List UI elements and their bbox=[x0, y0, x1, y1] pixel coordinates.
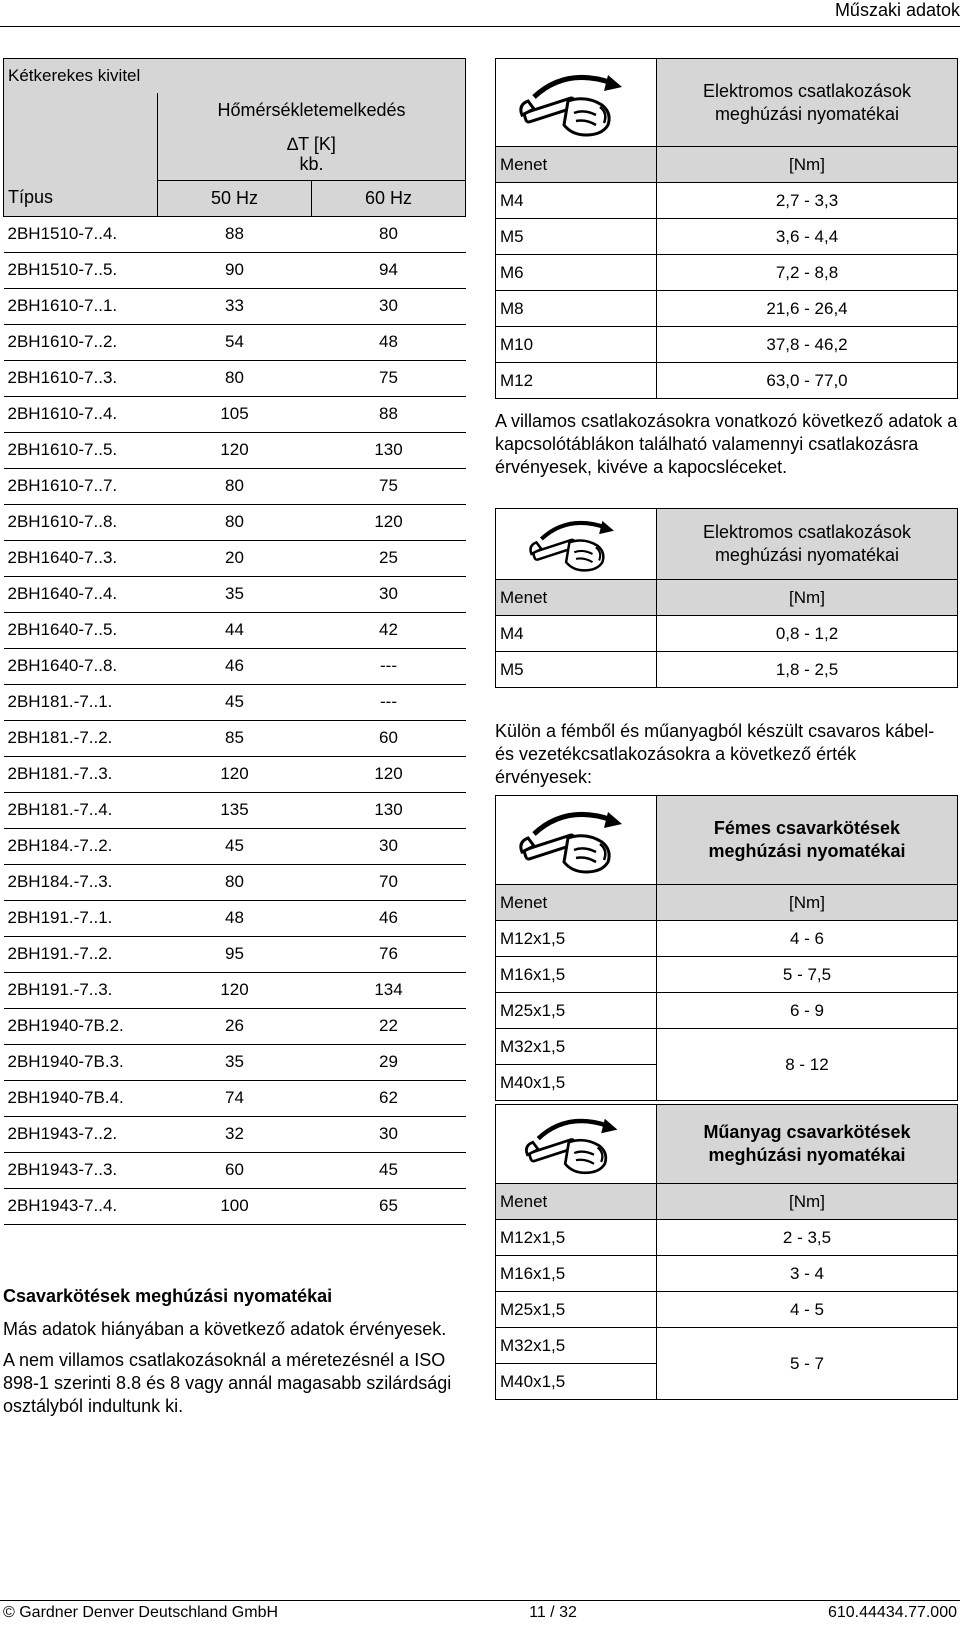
table-cell-type: 2BH1940-7B.3. bbox=[4, 1044, 158, 1080]
table-row bbox=[4, 216, 466, 252]
table-caption-row bbox=[4, 59, 466, 94]
table-cell-50hz: 20 bbox=[158, 540, 312, 576]
table-cell-50hz: 46 bbox=[158, 648, 312, 684]
table-cell-menet: M32x1,5 bbox=[496, 1029, 657, 1065]
table-cell-menet: M6 bbox=[496, 255, 657, 291]
col-nm-header: [Nm] bbox=[657, 1184, 958, 1220]
table-cell-50hz: 60 bbox=[158, 1152, 312, 1188]
table-row bbox=[4, 936, 466, 972]
table-cell-50hz: 33 bbox=[158, 288, 312, 324]
table-cell-50hz: 74 bbox=[158, 1080, 312, 1116]
table-row bbox=[4, 540, 466, 576]
table-cell-menet: M12x1,5 bbox=[496, 1220, 657, 1256]
table-row bbox=[4, 1080, 466, 1116]
table-row bbox=[4, 1152, 466, 1188]
table-cell-type: 2BH181.-7..1. bbox=[4, 684, 158, 720]
table-cell-menet: M16x1,5 bbox=[496, 1256, 657, 1292]
table-cell-60hz: 29 bbox=[312, 1044, 466, 1080]
table-row bbox=[496, 183, 958, 219]
table-cell-50hz: 45 bbox=[158, 684, 312, 720]
table-cell-50hz: 80 bbox=[158, 504, 312, 540]
table-cell-60hz: 94 bbox=[312, 252, 466, 288]
footer-page-number: 11 / 32 bbox=[529, 1604, 577, 1621]
footer-doc-number: 610.44434.77.000 bbox=[827, 1604, 957, 1621]
table-cell-60hz: 65 bbox=[312, 1188, 466, 1224]
table-cell-type: 2BH191.-7..1. bbox=[4, 900, 158, 936]
table-cell-50hz: 80 bbox=[158, 468, 312, 504]
table-cell-menet: M12x1,5 bbox=[496, 921, 657, 957]
table-cell-torque: 21,6 - 26,4 bbox=[657, 291, 958, 327]
table-cell-menet: M25x1,5 bbox=[496, 1292, 657, 1328]
table-row bbox=[496, 957, 958, 993]
table-title: Műanyag csavarkötések meghúzási nyomatékai bbox=[657, 1105, 958, 1184]
table-cell-menet: M12 bbox=[496, 363, 657, 399]
table-cell-type: 2BH1510-7..4. bbox=[4, 216, 158, 252]
note-2: Külön a fémből és műanyagból készült csavaros kábel- és vezetékcsatlakozásokra a következő érték érvényesek: bbox=[495, 721, 935, 787]
table-cell-50hz: 32 bbox=[158, 1116, 312, 1152]
table-cell-60hz: 48 bbox=[312, 324, 466, 360]
table-row bbox=[4, 576, 466, 612]
table-cell-50hz: 35 bbox=[158, 576, 312, 612]
table-row bbox=[4, 1188, 466, 1224]
table-cell-type: 2BH1940-7B.4. bbox=[4, 1080, 158, 1116]
col-menet-header: Menet bbox=[496, 147, 657, 183]
table-cell-60hz: --- bbox=[312, 684, 466, 720]
delta-t-header bbox=[158, 128, 466, 180]
col-menet-header: Menet bbox=[496, 1184, 657, 1220]
table-cell-50hz: 100 bbox=[158, 1188, 312, 1224]
table-cell-50hz: 44 bbox=[158, 612, 312, 648]
table-cell-60hz: 30 bbox=[312, 828, 466, 864]
table-cell-type: 2BH181.-7..4. bbox=[4, 792, 158, 828]
table-cell-60hz: 22 bbox=[312, 1008, 466, 1044]
table-cell-type: 2BH191.-7..3. bbox=[4, 972, 158, 1008]
table-cell-50hz: 54 bbox=[158, 324, 312, 360]
table-cell-type: 2BH1640-7..5. bbox=[4, 612, 158, 648]
table-cell-50hz: 26 bbox=[158, 1008, 312, 1044]
table-row bbox=[4, 1116, 466, 1152]
table-cell-torque: 5 - 7,5 bbox=[657, 957, 958, 993]
table-row bbox=[4, 504, 466, 540]
table-cell-60hz: 75 bbox=[312, 468, 466, 504]
table-cell-type: 2BH1610-7..8. bbox=[4, 504, 158, 540]
table-row bbox=[496, 291, 958, 327]
table-cell-60hz: 70 bbox=[312, 864, 466, 900]
table-row bbox=[4, 756, 466, 792]
table-cell-60hz: 134 bbox=[312, 972, 466, 1008]
col-60hz-header: 60 Hz bbox=[312, 180, 466, 216]
delta-t-label: ∆T [K] bbox=[287, 133, 336, 154]
table-cell-50hz: 90 bbox=[158, 252, 312, 288]
table-cell-type: 2BH1943-7..3. bbox=[4, 1152, 158, 1188]
table-row bbox=[4, 792, 466, 828]
table-row bbox=[4, 360, 466, 396]
table-cell-60hz: 25 bbox=[312, 540, 466, 576]
table-cell-menet: M25x1,5 bbox=[496, 993, 657, 1029]
table-cell-type: 2BH1940-7B.2. bbox=[4, 1008, 158, 1044]
table-cell-60hz: 75 bbox=[312, 360, 466, 396]
table-row bbox=[496, 363, 958, 399]
torque-notes bbox=[3, 1285, 468, 1426]
wrench-hand-icon bbox=[496, 796, 657, 885]
table-row bbox=[4, 828, 466, 864]
table-cell-50hz: 120 bbox=[158, 756, 312, 792]
table-cell-60hz: 30 bbox=[312, 288, 466, 324]
table-row bbox=[4, 684, 466, 720]
table-cell-60hz: 76 bbox=[312, 936, 466, 972]
table-cell-torque: 2 - 3,5 bbox=[657, 1220, 958, 1256]
table-cell-type: 2BH1943-7..4. bbox=[4, 1188, 158, 1224]
table-row bbox=[496, 1292, 958, 1328]
col-nm-header: [Nm] bbox=[657, 580, 958, 616]
col-nm-header: [Nm] bbox=[657, 885, 958, 921]
table-cell-50hz: 88 bbox=[158, 216, 312, 252]
table-row bbox=[4, 900, 466, 936]
table-cell-menet: M4 bbox=[496, 183, 657, 219]
page-title: Műszaki adatok bbox=[834, 0, 960, 20]
table-cell-type: 2BH1610-7..2. bbox=[4, 324, 158, 360]
table-cell-type: 2BH1510-7..5. bbox=[4, 252, 158, 288]
table-row bbox=[4, 720, 466, 756]
table-cell-type: 2BH184.-7..3. bbox=[4, 864, 158, 900]
table-row bbox=[4, 396, 466, 432]
table-cell-60hz: 130 bbox=[312, 792, 466, 828]
table-cell-torque: 0,8 - 1,2 bbox=[657, 616, 958, 652]
footer-divider bbox=[0, 1600, 960, 1601]
table-title: Fémes csavarkötések meghúzási nyomatékai bbox=[657, 796, 958, 885]
notes-heading: Csavarkötések meghúzási nyomatékai bbox=[3, 1286, 333, 1306]
table-cell-torque: 63,0 - 77,0 bbox=[657, 363, 958, 399]
table-cell-60hz: 120 bbox=[312, 756, 466, 792]
table-caption: Kétkerekes kivitel bbox=[4, 59, 466, 94]
metal-gland-torque-table bbox=[495, 795, 958, 1101]
table-cell-type: 2BH1610-7..3. bbox=[4, 360, 158, 396]
col-type-header: Típus bbox=[4, 180, 158, 216]
group-header: Hőmérsékletemelkedés bbox=[158, 93, 466, 128]
table-row bbox=[4, 972, 466, 1008]
col-nm-header: [Nm] bbox=[657, 147, 958, 183]
col-menet-header: Menet bbox=[496, 580, 657, 616]
electrical-torque-table-1 bbox=[495, 58, 958, 399]
table-cell-60hz: 46 bbox=[312, 900, 466, 936]
footer-copyright: © Gardner Denver Deutschland GmbH bbox=[3, 1604, 279, 1621]
notes-paragraph-1: Más adatok hiányában a következő adatok érvényesek. bbox=[3, 1319, 447, 1339]
temperature-rise-table bbox=[3, 58, 466, 1225]
notes-paragraph-2: A nem villamos csatlakozásoknál a méretezésnél a ISO 898-1 szerinti 8.8 és 8 vagy annál magasabb szilárdsági osztályból indultunk ki. bbox=[3, 1350, 452, 1416]
table-cell-50hz: 135 bbox=[158, 792, 312, 828]
table-row bbox=[496, 652, 958, 688]
table-cell-type: 2BH191.-7..2. bbox=[4, 936, 158, 972]
table-row bbox=[4, 612, 466, 648]
table-row bbox=[496, 219, 958, 255]
table-cell-torque: 4 - 5 bbox=[657, 1292, 958, 1328]
table-cell-menet: M5 bbox=[496, 652, 657, 688]
table-cell-50hz: 48 bbox=[158, 900, 312, 936]
table-cell-50hz: 95 bbox=[158, 936, 312, 972]
table-cell-type: 2BH1610-7..7. bbox=[4, 468, 158, 504]
table-cell-menet: M5 bbox=[496, 219, 657, 255]
table-cell-type: 2BH1640-7..4. bbox=[4, 576, 158, 612]
table-row bbox=[4, 432, 466, 468]
table-row bbox=[496, 255, 958, 291]
footer bbox=[3, 1604, 957, 1622]
table-cell-torque: 6 - 9 bbox=[657, 993, 958, 1029]
table-cell-torque: 5 - 7 bbox=[657, 1328, 958, 1400]
table-cell-60hz: 30 bbox=[312, 576, 466, 612]
table-cell-menet: M16x1,5 bbox=[496, 957, 657, 993]
wrench-hand-icon bbox=[496, 1105, 657, 1184]
table-cell-50hz: 85 bbox=[158, 720, 312, 756]
table-cell-type: 2BH1943-7..2. bbox=[4, 1116, 158, 1152]
table-cell-menet: M8 bbox=[496, 291, 657, 327]
table-row bbox=[4, 288, 466, 324]
table-row bbox=[496, 327, 958, 363]
table-cell-type: 2BH181.-7..2. bbox=[4, 720, 158, 756]
table-cell-type: 2BH1610-7..5. bbox=[4, 432, 158, 468]
table-cell-menet: M40x1,5 bbox=[496, 1065, 657, 1101]
electrical-torque-table-2 bbox=[495, 508, 958, 688]
table-cell-50hz: 45 bbox=[158, 828, 312, 864]
table-row bbox=[4, 1008, 466, 1044]
table-cell-type: 2BH181.-7..3. bbox=[4, 756, 158, 792]
table-row bbox=[4, 648, 466, 684]
delta-t-approx: kb. bbox=[299, 153, 324, 174]
table-cell-50hz: 105 bbox=[158, 396, 312, 432]
table-cell-60hz: 88 bbox=[312, 396, 466, 432]
table-cell-menet: M4 bbox=[496, 616, 657, 652]
wrench-hand-icon bbox=[496, 59, 657, 147]
col-50hz-header: 50 Hz bbox=[158, 180, 312, 216]
table-cell-torque: 7,2 - 8,8 bbox=[657, 255, 958, 291]
table-cell-torque: 8 - 12 bbox=[657, 1029, 958, 1101]
table-title: Elektromos csatlakozások meghúzási nyomatékai bbox=[657, 59, 958, 147]
table-cell-50hz: 80 bbox=[158, 360, 312, 396]
table-cell-type: 2BH184.-7..2. bbox=[4, 828, 158, 864]
col-menet-header: Menet bbox=[496, 885, 657, 921]
table-cell-50hz: 35 bbox=[158, 1044, 312, 1080]
table-cell-60hz: 42 bbox=[312, 612, 466, 648]
table-cell-50hz: 120 bbox=[158, 432, 312, 468]
table-cell-type: 2BH1610-7..4. bbox=[4, 396, 158, 432]
table-cell-torque: 3 - 4 bbox=[657, 1256, 958, 1292]
table-cell-60hz: 60 bbox=[312, 720, 466, 756]
header-divider bbox=[0, 26, 960, 27]
table-cell-60hz: 45 bbox=[312, 1152, 466, 1188]
table-row bbox=[4, 324, 466, 360]
table-cell-60hz: --- bbox=[312, 648, 466, 684]
table-cell-torque: 37,8 - 46,2 bbox=[657, 327, 958, 363]
table-cell-menet: M32x1,5 bbox=[496, 1328, 657, 1364]
table-cell-torque: 1,8 - 2,5 bbox=[657, 652, 958, 688]
table-cell-torque: 4 - 6 bbox=[657, 921, 958, 957]
table-cell-50hz: 80 bbox=[158, 864, 312, 900]
table-cell-type: 2BH1610-7..1. bbox=[4, 288, 158, 324]
table-row bbox=[4, 864, 466, 900]
table-cell-50hz: 120 bbox=[158, 972, 312, 1008]
table-row bbox=[496, 616, 958, 652]
table-cell-type: 2BH1640-7..3. bbox=[4, 540, 158, 576]
table-row bbox=[496, 1220, 958, 1256]
table-row bbox=[4, 252, 466, 288]
table-cell-60hz: 130 bbox=[312, 432, 466, 468]
table-row bbox=[496, 921, 958, 957]
table-cell-60hz: 30 bbox=[312, 1116, 466, 1152]
table-cell-type: 2BH1640-7..8. bbox=[4, 648, 158, 684]
table-row bbox=[496, 993, 958, 1029]
table-cell-60hz: 80 bbox=[312, 216, 466, 252]
table-row bbox=[4, 468, 466, 504]
table-cell-menet: M10 bbox=[496, 327, 657, 363]
table-cell-60hz: 120 bbox=[312, 504, 466, 540]
wrench-hand-icon bbox=[496, 509, 657, 580]
table-row bbox=[4, 1044, 466, 1080]
table-title: Elektromos csatlakozások meghúzási nyomatékai bbox=[657, 509, 958, 580]
table-cell-torque: 2,7 - 3,3 bbox=[657, 183, 958, 219]
plastic-gland-torque-table bbox=[495, 1104, 958, 1400]
table-cell-menet: M40x1,5 bbox=[496, 1364, 657, 1400]
table-cell-60hz: 62 bbox=[312, 1080, 466, 1116]
table-row bbox=[496, 1256, 958, 1292]
note-1: A villamos csatlakozásokra vonatkozó következő adatok a kapcsolótáblákon található valamennyi csatlakozásra érvényesek, kivéve a kapocsléceket. bbox=[495, 411, 958, 477]
table-cell-torque: 3,6 - 4,4 bbox=[657, 219, 958, 255]
